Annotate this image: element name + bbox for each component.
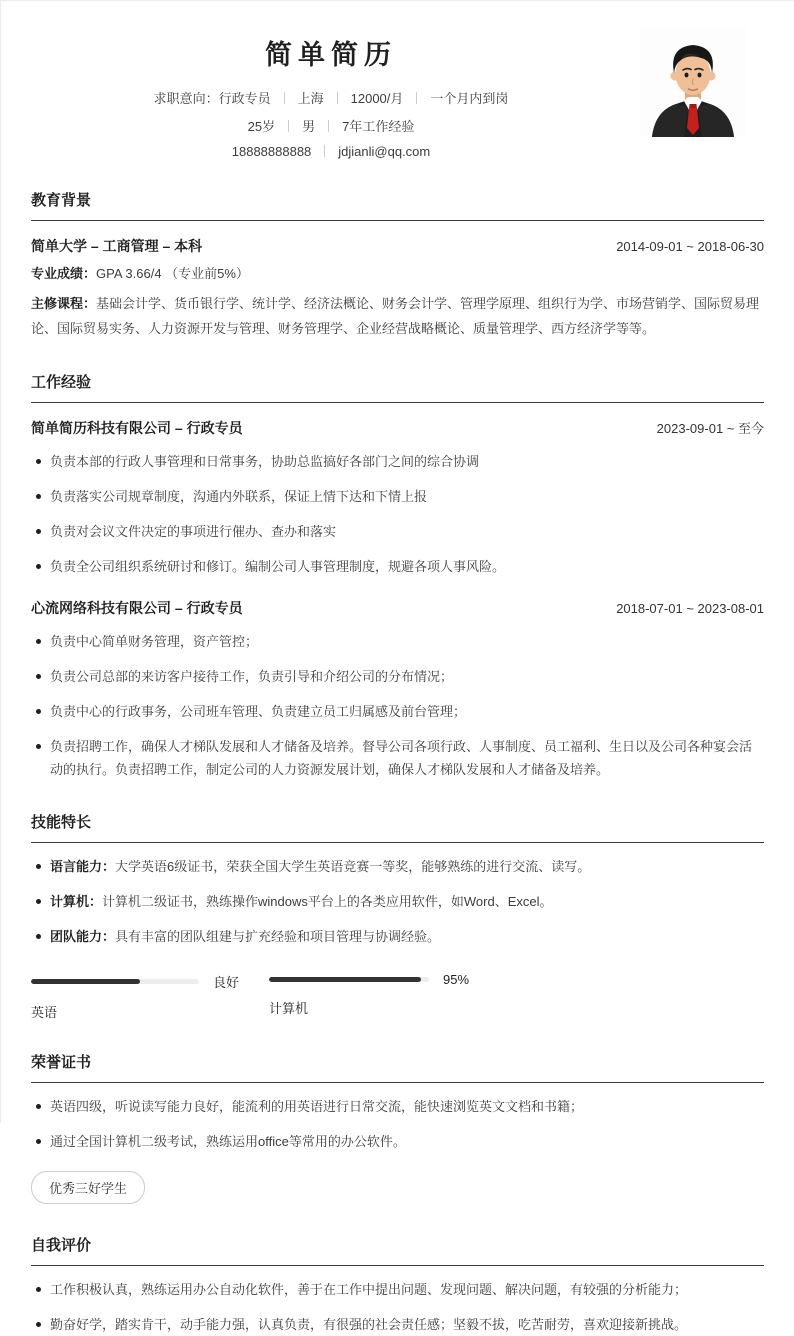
intent-position: 行政专员 (218, 91, 271, 106)
skill-bar-computer (269, 972, 469, 1021)
job-duties-list (31, 630, 764, 781)
honor-item: 通过全国计算机二级考试，熟练运用office等常用的办公软件。 (31, 1130, 764, 1153)
intent-city: 上海 (297, 91, 324, 106)
bar-value-label: 良好 (213, 975, 240, 990)
section-education (31, 189, 764, 341)
job-duty: 负责落实公司规章制度，沟通内外联系，保证上情下达和下情上报 (31, 485, 764, 508)
job-date-range: 2023-09-01 ~ 至今 (656, 421, 764, 436)
progress-bar-track (31, 979, 199, 984)
job-header (31, 418, 764, 438)
job-duty: 负责对会议文件决定的事项进行催办、查办和落实 (31, 520, 764, 543)
company-position: 简单简历科技有限公司 – 行政专员 (31, 420, 243, 436)
job-duty: 负责中心简单财务管理，资产管控； (31, 630, 764, 653)
skill-bars (31, 972, 764, 1021)
divider (288, 120, 289, 132)
skill-item (31, 925, 764, 948)
bar-row (31, 972, 239, 991)
contact-row-personal (31, 116, 631, 135)
contact-row-reach (31, 144, 631, 159)
skills-list (31, 855, 764, 948)
bar-skill-name: 计算机 (269, 1001, 309, 1016)
job-header (31, 598, 764, 618)
courses-label: 主修课程： (31, 296, 97, 311)
courses-line (31, 291, 764, 341)
contact-row-intent (31, 88, 631, 107)
header-text-block (31, 33, 631, 159)
bar-row (269, 972, 469, 987)
job-entry (31, 598, 764, 781)
job-date-range: 2018-07-01 ~ 2023-08-01 (616, 601, 764, 616)
gpa-value: GPA 3.66/4 （专业前5%） (96, 266, 249, 281)
section-skills (31, 811, 764, 1021)
experience-years: 7年工作经验 (342, 119, 415, 134)
phone-number: 18888888888 (231, 144, 312, 159)
progress-bar-track (269, 977, 429, 982)
section-title-work: 工作经验 (31, 371, 764, 403)
divider (337, 92, 338, 104)
page-title: 简单简历 (265, 40, 397, 70)
email-address: jdjianli@qq.com (338, 144, 431, 159)
divider (328, 120, 329, 132)
skill-label: 计算机： (50, 894, 103, 909)
evaluation-item: 工作积极认真，熟练运用办公自动化软件，善于在工作中提出问题、发现问题、解决问题，有较强的分析能力； (31, 1278, 764, 1301)
profile-photo-illustration (640, 27, 746, 137)
gender: 男 (302, 119, 316, 134)
honors-list (31, 1095, 764, 1153)
intent-label: 求职意向： (153, 91, 219, 106)
education-entry (31, 236, 764, 256)
job-duty: 负责全公司组织系统研讨和修订。编制公司人事管理制度，规避各项人事风险。 (31, 555, 764, 578)
job-duty: 负责公司总部的来访客户接待工作，负责引导和介绍公司的分布情况； (31, 665, 764, 688)
job-duty: 负责招聘工作，确保人才梯队发展和人才储备及培养。督导公司各项行政、人事制度、员工福利、生日以及公司各种宴会活动的执行。负责招聘工作，制定公司的人力资源发展计划，确保人才梯队发展和人才储备及培养。 (31, 735, 764, 781)
gpa-line (31, 261, 764, 286)
intent-availability: 一个月内到岗 (430, 91, 509, 106)
bar-value-label: 95% (442, 972, 470, 987)
skill-text: 大学英语6级证书，荣获全国大学生英语竞赛一等奖，能够熟练的进行交流、读写。 (115, 859, 591, 874)
education-date-range: 2014-09-01 ~ 2018-06-30 (616, 239, 764, 254)
job-duty: 负责中心的行政事务，公司班车管理、负责建立员工归属感及前台管理； (31, 700, 764, 723)
honor-item: 英语四级，听说读写能力良好，能流利的用英语进行日常交流，能快速浏览英文文档和书籍； (31, 1095, 764, 1118)
job-duties-list (31, 450, 764, 578)
skill-bar-english (31, 972, 239, 1021)
bar-skill-name: 英语 (31, 1005, 58, 1020)
evaluation-list (31, 1278, 764, 1336)
skill-text: 具有丰富的团队组建与扩充经验和项目管理与协调经验。 (115, 929, 441, 944)
progress-bar-fill (31, 979, 140, 984)
age: 25岁 (247, 119, 276, 134)
skill-item (31, 855, 764, 878)
honor-badge: 优秀三好学生 (31, 1171, 145, 1204)
intent-salary: 12000/月 (350, 91, 404, 106)
divider (284, 92, 285, 104)
section-evaluation (31, 1234, 764, 1336)
profile-photo (640, 27, 746, 137)
skill-label: 语言能力： (50, 859, 116, 874)
courses-value: 基础会计学、货币银行学、统计学、经济法概论、财务会计学、管理学原理、组织行为学、市场营销学、国际贸易理论、国际贸易实务、人力资源开发与管理、财务管理学、企业经营战略概论、质量管理学、西方经济学等等。 (31, 296, 760, 336)
school-degree: 简单大学 – 工商管理 – 本科 (31, 238, 203, 254)
section-work (31, 371, 764, 781)
section-honors (31, 1051, 764, 1204)
gpa-label: 专业成绩： (31, 266, 97, 281)
resume-header (31, 33, 764, 159)
skill-item (31, 890, 764, 913)
company-position: 心流网络科技有限公司 – 行政专员 (31, 600, 243, 616)
section-title-honors: 荣誉证书 (31, 1051, 764, 1083)
section-title-education: 教育背景 (31, 189, 764, 221)
section-title-evaluation: 自我评价 (31, 1234, 764, 1266)
job-duty: 负责本部的行政人事管理和日常事务，协助总监搞好各部门之间的综合协调 (31, 450, 764, 473)
job-entry (31, 418, 764, 578)
skill-text: 计算机二级证书，熟练操作windows平台上的各类应用软件，如Word、Excel。 (102, 894, 553, 909)
divider (324, 145, 325, 157)
progress-bar-fill (269, 977, 421, 982)
divider (416, 92, 417, 104)
evaluation-item: 勤奋好学，踏实肯干，动手能力强，认真负责，有很强的社会责任感；坚毅不拔，吃苦耐劳，喜欢迎接新挑战。 (31, 1313, 764, 1336)
skill-label: 团队能力： (50, 929, 116, 944)
section-title-skills: 技能特长 (31, 811, 764, 843)
